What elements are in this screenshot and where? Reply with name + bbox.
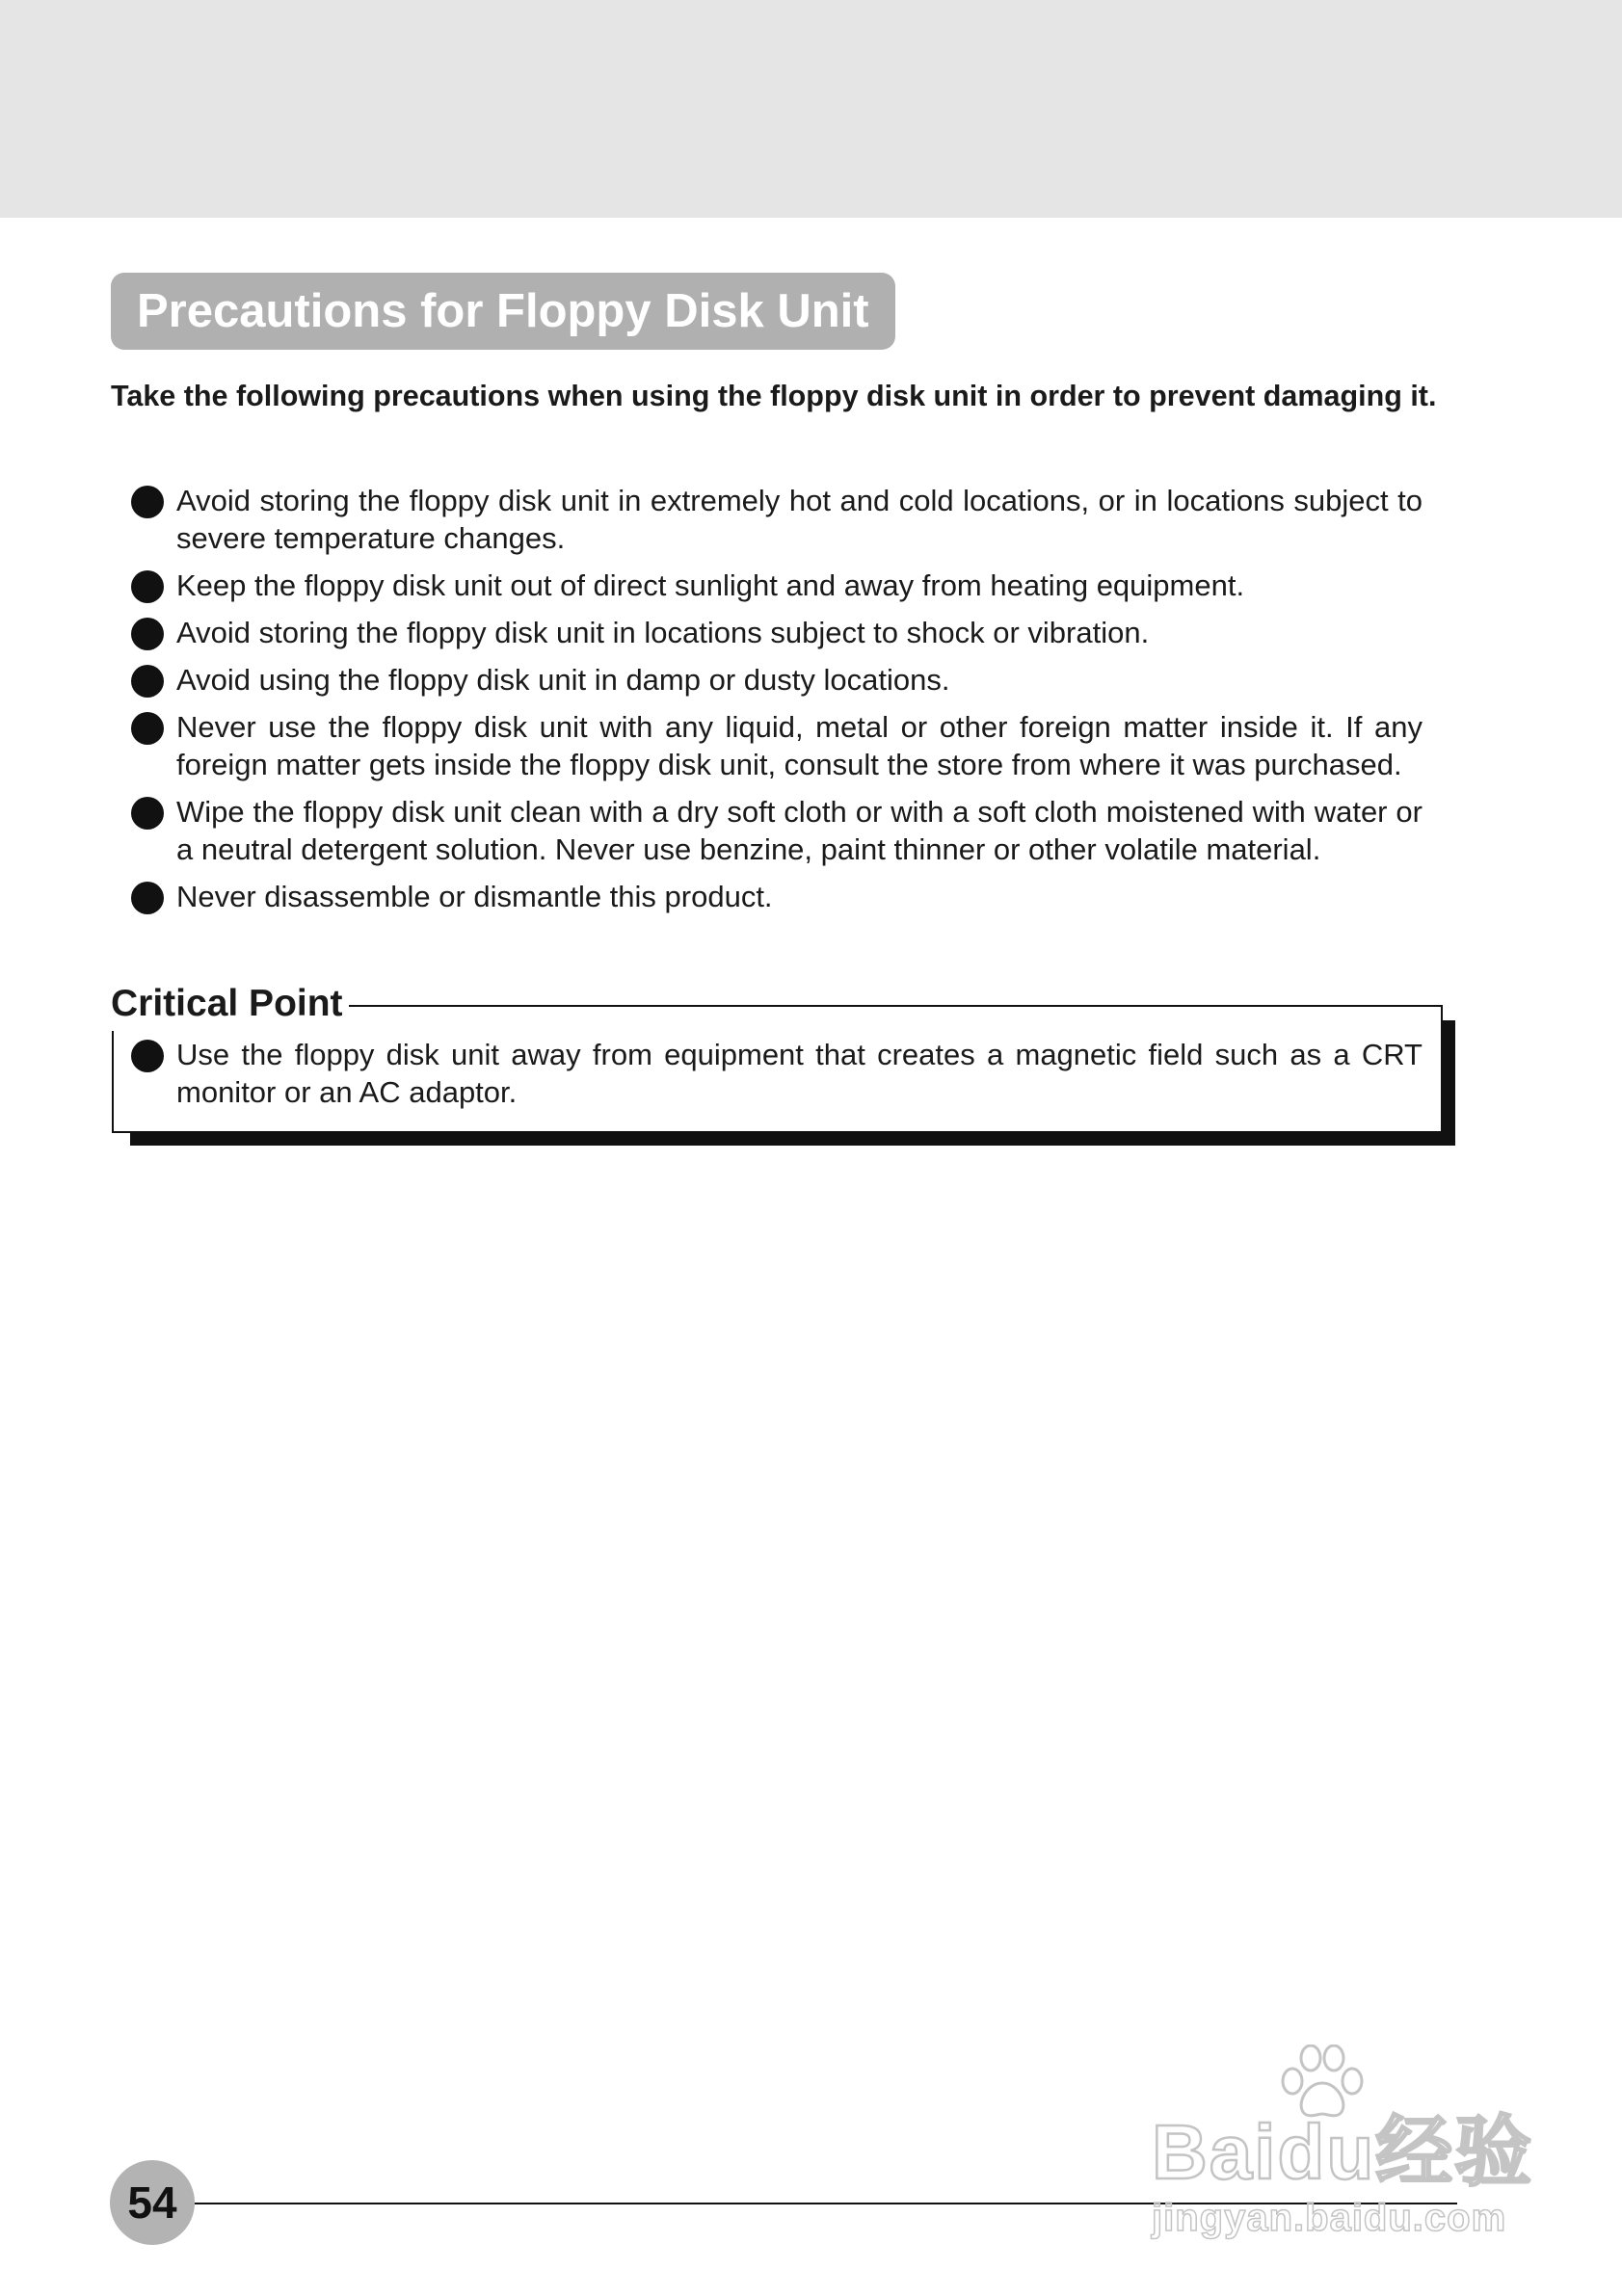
critical-point-item: [131, 1036, 1423, 1111]
watermark-url: jingyan.baidu.com: [1152, 2197, 1507, 2239]
header-band: [0, 0, 1622, 218]
list-item-text: Keep the floppy disk unit out of direct sunlight and away from heating equipment.: [176, 568, 1245, 602]
list-item: [131, 482, 1423, 557]
bullet-icon: [131, 665, 164, 698]
critical-point-heading: Critical Point: [111, 977, 349, 1031]
list-item-text: Avoid storing the floppy disk unit in extremely hot and cold locations, or in locations subject to severe temperature changes.: [176, 484, 1423, 555]
bullet-icon: [131, 618, 164, 650]
list-item: [131, 878, 1423, 915]
list-item: [131, 614, 1423, 651]
list-item-text: Never use the floppy disk unit with any liquid, metal or other foreign matter inside it. If any foreign matter gets inside the floppy disk unit, consult the store from where it was purchased.: [176, 710, 1423, 781]
list-item: [131, 708, 1423, 783]
section-title: Precautions for Floppy Disk Unit: [111, 273, 895, 350]
bullet-icon: [131, 570, 164, 603]
bullet-icon: [131, 882, 164, 914]
bullet-icon: [131, 797, 164, 830]
list-item-text: Avoid using the floppy disk unit in damp or dusty locations.: [176, 663, 950, 697]
page-number: 54: [110, 2160, 195, 2245]
intro-text: Take the following precautions when using the floppy disk unit in order to prevent damaging it.: [111, 380, 1437, 412]
bullet-icon: [131, 712, 164, 745]
list-item: [131, 661, 1423, 699]
watermark-brand: Baidu经验: [1152, 2109, 1534, 2195]
watermark: [1152, 2043, 1534, 2239]
list-item-text: Avoid storing the floppy disk unit in locations subject to shock or vibration.: [176, 616, 1150, 649]
precautions-list: [131, 482, 1423, 925]
list-item-text: Never disassemble or dismantle this product.: [176, 880, 773, 913]
bullet-icon: [131, 486, 164, 518]
bullet-icon: [131, 1040, 164, 1072]
list-item: [131, 793, 1423, 868]
critical-point-text: Use the floppy disk unit away from equipment that creates a magnetic field such as a CRT monitor or an AC adaptor.: [176, 1038, 1423, 1109]
list-item-text: Wipe the floppy disk unit clean with a dry soft cloth or with a soft cloth moistened with water or a neutral detergent solution. Never use benzine, paint thinner or other volatile material.: [176, 795, 1423, 866]
list-item: [131, 567, 1423, 604]
